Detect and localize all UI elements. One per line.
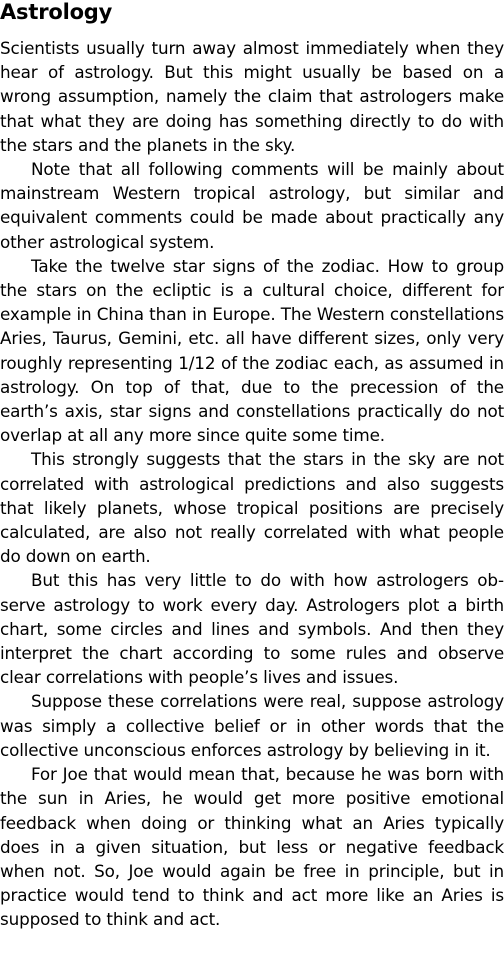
paragraph-correlation: This strongly suggests that the stars in the sky are not correlated with astrological predictions and also suggests that likely planets, whose tropical positions are precisely calculated, are also not really correlated with what people do down on earth.	[0, 449, 504, 567]
page-title: Astrology	[0, 0, 113, 24]
paragraph-intro: Scientists usually turn away almost immediately when they hear of astrology. But this might usually be based on a wrong assumption, namely the claim that astrologers make that what they are doing has something directly to do with the stars and the planets in the sky.	[0, 38, 504, 155]
paragraph-belief: Suppose these correlations were real, suppose astrology was simply a collective belief or in other words that the collective unconscious enforces astrology by believing in it.	[0, 691, 504, 760]
paragraph-joe: For Joe that would mean that, because he was born with the sun in Aries, he would get more positive emotional feedback when doing or thinking what an Aries typically does in a given situation, but less or negative feedback when not. So, Joe would again be free in principle, but in practice would tend to think and act more like an Aries is supposed to think and act.	[0, 764, 504, 930]
paragraph-practice: But this has very little to do with how astrologers observe astrology to work every day. Astrologers plot a birth chart, some circles and lines and symbols. And then they interpret the chart according to some rules and observe clear correlations with people’s lives and issues.	[0, 570, 504, 688]
paragraph-zodiac: Take the twelve star signs of the zodiac. How to group the stars on the ecliptic is a cultural choice, different for example in China than in Europe. The Western constellations Aries, Taurus, Gemini, etc. all have different sizes, only very roughly representing 1/12 of the zodiac each, as assumed in astrology. On top of that, due to the precession of the earth’s axis, star signs and constellations practically do not overlap at all any more since quite some time.	[0, 255, 504, 446]
paragraph-note: Note that all following comments will be mainly about mainstream Western tropical astrology, but similar and equivalent comments could be made about practically any other astrological system.	[0, 159, 504, 252]
